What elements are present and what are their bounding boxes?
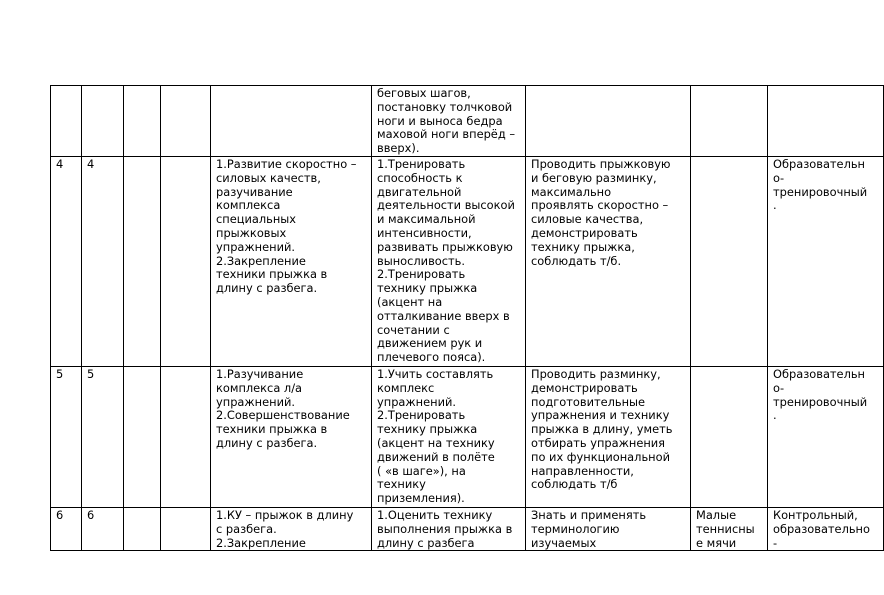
activities-cell: беговых шагов, постановку толчковой ноги и выноса бедра маховой ноги вперёд – вверх). xyxy=(372,86,526,157)
table-row xyxy=(51,86,884,157)
results-cell: Проводить разминку, демонстрировать подготовительные упражнения и технику прыжка в длину, уметь отбирать упражнения по их функциональной направленности, соблюдать т/б xyxy=(526,367,691,508)
empty-cell xyxy=(161,508,211,551)
lesson-type-cell: Контрольный, образовательно - xyxy=(768,508,884,551)
num-cell: 5 xyxy=(82,367,124,508)
num-cell: 6 xyxy=(82,508,124,551)
num-cell: 5 xyxy=(51,367,82,508)
equipment-cell xyxy=(691,157,768,367)
empty-cell xyxy=(161,367,211,508)
equipment-cell xyxy=(691,86,768,157)
empty-cell xyxy=(124,508,161,551)
num-cell: 4 xyxy=(51,157,82,367)
num-cell xyxy=(82,86,124,157)
table-row xyxy=(51,508,884,551)
tasks-cell: 1.КУ – прыжок в длину с разбега. 2.Закрепление xyxy=(211,508,372,551)
equipment-cell xyxy=(691,367,768,508)
results-cell xyxy=(526,86,691,157)
table-row xyxy=(51,157,884,367)
num-cell xyxy=(51,86,82,157)
results-cell: Проводить прыжковую и беговую разминку, максимально проявлять скоростно – силовые качества, демонстрировать технику прыжка, соблюдать т/б. xyxy=(526,157,691,367)
num-cell: 4 xyxy=(82,157,124,367)
lesson-plan-table xyxy=(50,85,884,551)
activities-cell: 1.Тренировать способность к двигательной деятельности высокой и максимальной интенсивности, развивать прыжковую выносливость. 2.Тренировать технику прыжка (акцент на отталкивание вверх в сочетании с движением рук и плечевого пояса). xyxy=(372,157,526,367)
table-row xyxy=(51,367,884,508)
empty-cell xyxy=(124,367,161,508)
lesson-type-cell: Образовательн о- тренировочный . xyxy=(768,367,884,508)
lesson-type-cell: Образовательн о- тренировочный . xyxy=(768,157,884,367)
empty-cell xyxy=(161,157,211,367)
empty-cell xyxy=(124,157,161,367)
results-cell: Знать и применять терминологию изучаемых xyxy=(526,508,691,551)
tasks-cell: 1.Развитие скоростно – силовых качеств, разучивание комплекса специальных прыжковых упражнений. 2.Закрепление техники прыжка в длину с разбега. xyxy=(211,157,372,367)
tasks-cell: 1.Разучивание комплекса л/а упражнений. 2.Совершенствование техники прыжка в длину с разбега. xyxy=(211,367,372,508)
activities-cell: 1.Учить составлять комплекс упражнений. 2.Тренировать технику прыжка (акцент на технику движений в полёте ( «в шаге»), на технику приземления). xyxy=(372,367,526,508)
lesson-type-cell xyxy=(768,86,884,157)
tasks-cell xyxy=(211,86,372,157)
empty-cell xyxy=(161,86,211,157)
num-cell: 6 xyxy=(51,508,82,551)
empty-cell xyxy=(124,86,161,157)
activities-cell: 1.Оценить технику выполнения прыжка в длину с разбега xyxy=(372,508,526,551)
equipment-cell: Малые теннисны е мячи xyxy=(691,508,768,551)
